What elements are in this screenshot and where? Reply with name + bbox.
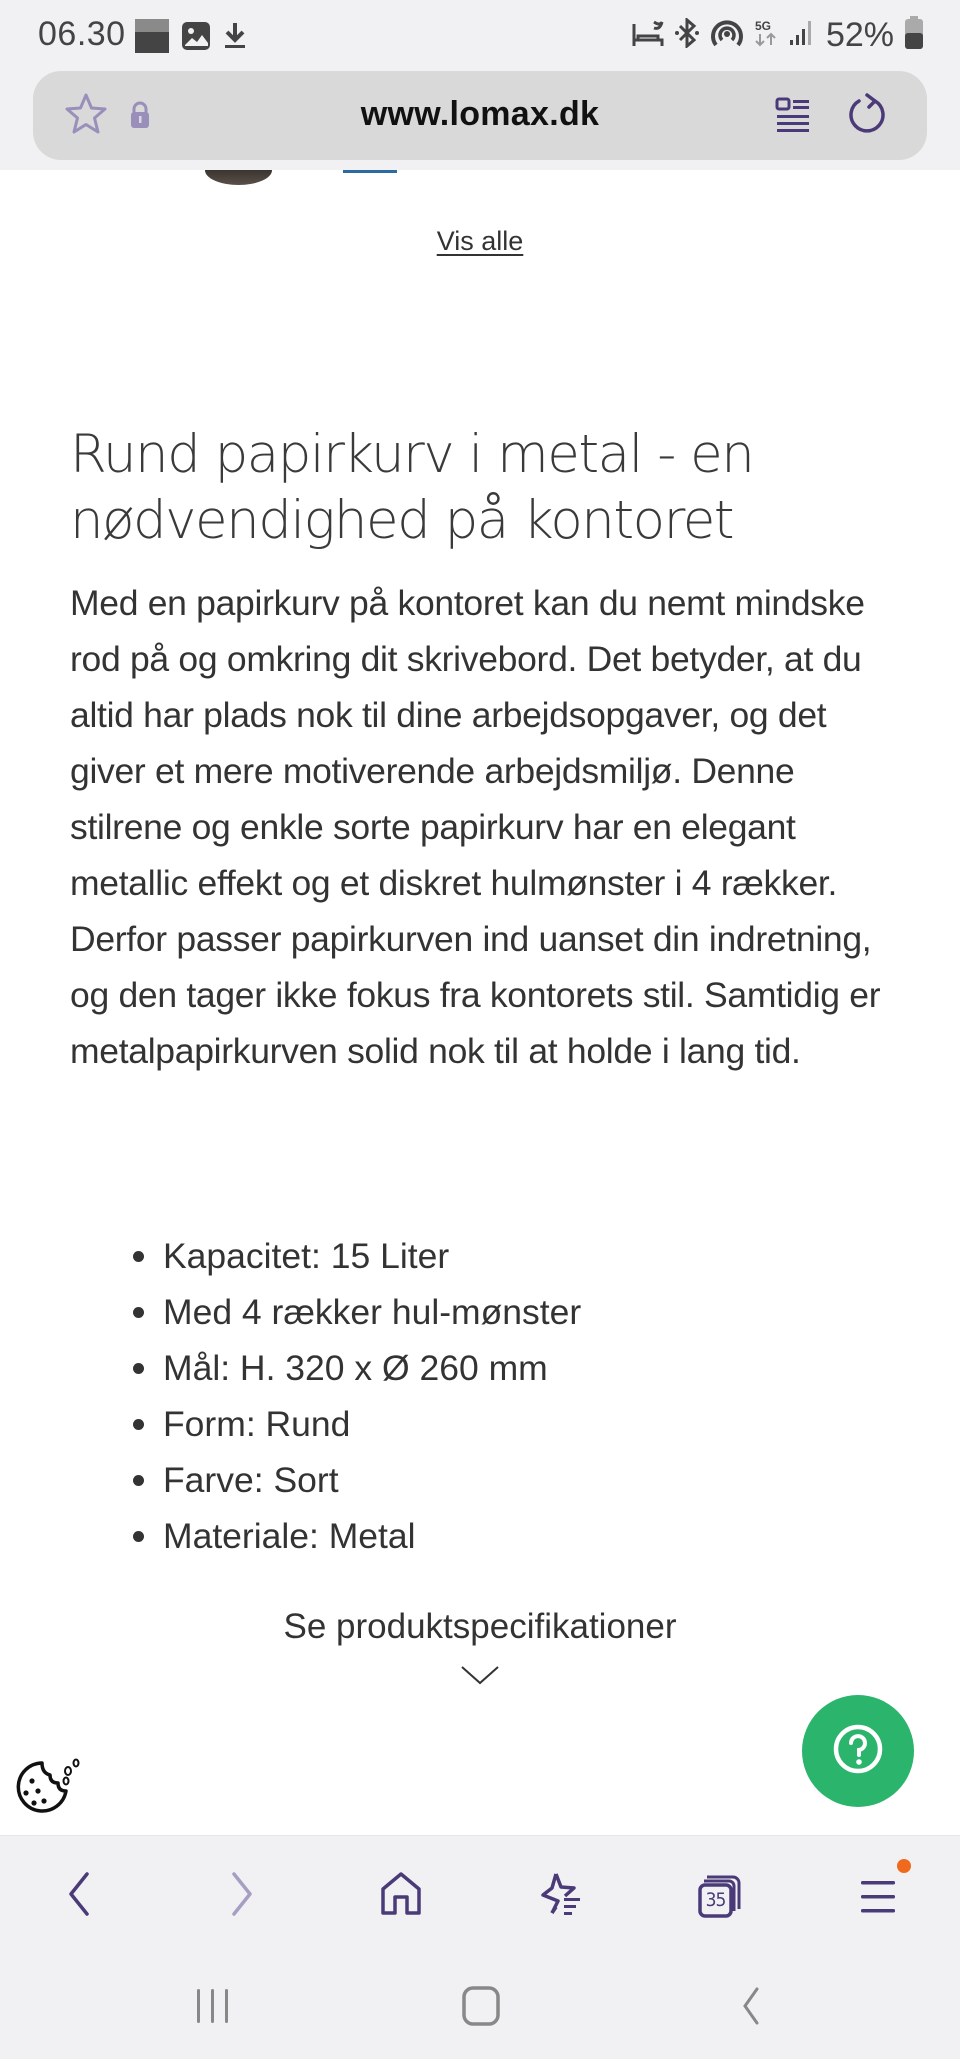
status-time: 06.30 <box>38 15 126 53</box>
help-icon <box>832 1723 884 1780</box>
gallery-icon <box>181 21 211 56</box>
system-back-icon[interactable] <box>735 1986 765 2031</box>
forward-button[interactable] <box>212 1866 272 1926</box>
bookmarks-icon <box>536 1871 584 1922</box>
feature-item: Materiale: Metal <box>163 1508 581 1564</box>
back-button[interactable] <box>49 1866 109 1926</box>
svg-text:5G: 5G <box>754 19 771 33</box>
tabs-button[interactable] <box>690 1866 750 1926</box>
5g-data-icon <box>754 18 778 53</box>
cookie-settings-icon[interactable] <box>12 1757 84 1820</box>
product-thumbnail[interactable] <box>205 170 272 185</box>
chevron-down-icon[interactable] <box>460 1664 500 1691</box>
browser-toolbar <box>0 70 960 170</box>
view-all-link[interactable]: Vis alle <box>436 226 524 256</box>
product-description: Med en papirkurv på kontoret kan du nemt mindske rod på og omkring dit skrivebord. Det betyder, at du altid har plads nok til dine arbejdsopgaver, og det giver et mere motiverende arbejdsmiljø. Denne stilrene og enkle sorte papirkurv har en elegant metallic effekt og et diskret hulmønster i 4 rækker. Derfor passer papirkurven ind uanset din indretning, og den tager ikke fokus fra kontorets stil. Samtidig er metalpapirkurven solid nok til at holde i lang tid. <box>70 583 881 1071</box>
signal-icon <box>788 19 816 52</box>
chevron-right-icon <box>228 1871 256 1922</box>
feature-list <box>163 1228 581 1564</box>
tab-count: 35 <box>705 1889 726 1911</box>
browser-bottom-nav <box>0 1835 960 1950</box>
battery-icon <box>904 16 924 55</box>
menu-button[interactable] <box>849 1866 909 1926</box>
feature-item: Mål: H. 320 x Ø 260 mm <box>163 1340 581 1396</box>
section-heading: Rund papirkurv i metal - en nødvendighed på kontoret <box>70 424 754 551</box>
tabs-icon <box>697 1873 743 1919</box>
active-indicator <box>343 170 397 173</box>
download-icon <box>223 21 247 56</box>
help-button[interactable] <box>802 1695 914 1807</box>
system-nav-bar <box>0 1950 960 2059</box>
bookmarks-button[interactable] <box>530 1866 590 1926</box>
system-home-icon[interactable] <box>461 1986 501 2031</box>
feature-item: Kapacitet: 15 Liter <box>163 1228 581 1284</box>
feature-item: Farve: Sort <box>163 1452 581 1508</box>
url-bar[interactable] <box>33 71 927 160</box>
product-specs-toggle[interactable]: Se produktspecifikationer <box>283 1607 677 1646</box>
screenshot-thumbnail-icon <box>135 19 169 58</box>
feature-item: Form: Rund <box>163 1396 581 1452</box>
notification-dot <box>897 1859 911 1873</box>
bluetooth-icon <box>674 18 700 53</box>
chevron-left-icon <box>65 1871 93 1922</box>
hotspot-icon <box>710 17 744 54</box>
status-bar <box>0 0 960 70</box>
menu-icon <box>857 1873 901 1919</box>
sleep-mode-icon <box>632 18 664 53</box>
battery-percent: 52% <box>825 16 894 54</box>
recent-apps-icon[interactable] <box>193 1986 233 2031</box>
reload-icon[interactable] <box>845 91 889 144</box>
home-icon <box>379 1871 423 1922</box>
home-button[interactable] <box>371 1866 431 1926</box>
feature-item: Med 4 rækker hul-mønster <box>163 1284 581 1340</box>
url-text[interactable]: www.lomax.dk <box>360 95 600 133</box>
reader-mode-icon[interactable] <box>775 96 811 139</box>
